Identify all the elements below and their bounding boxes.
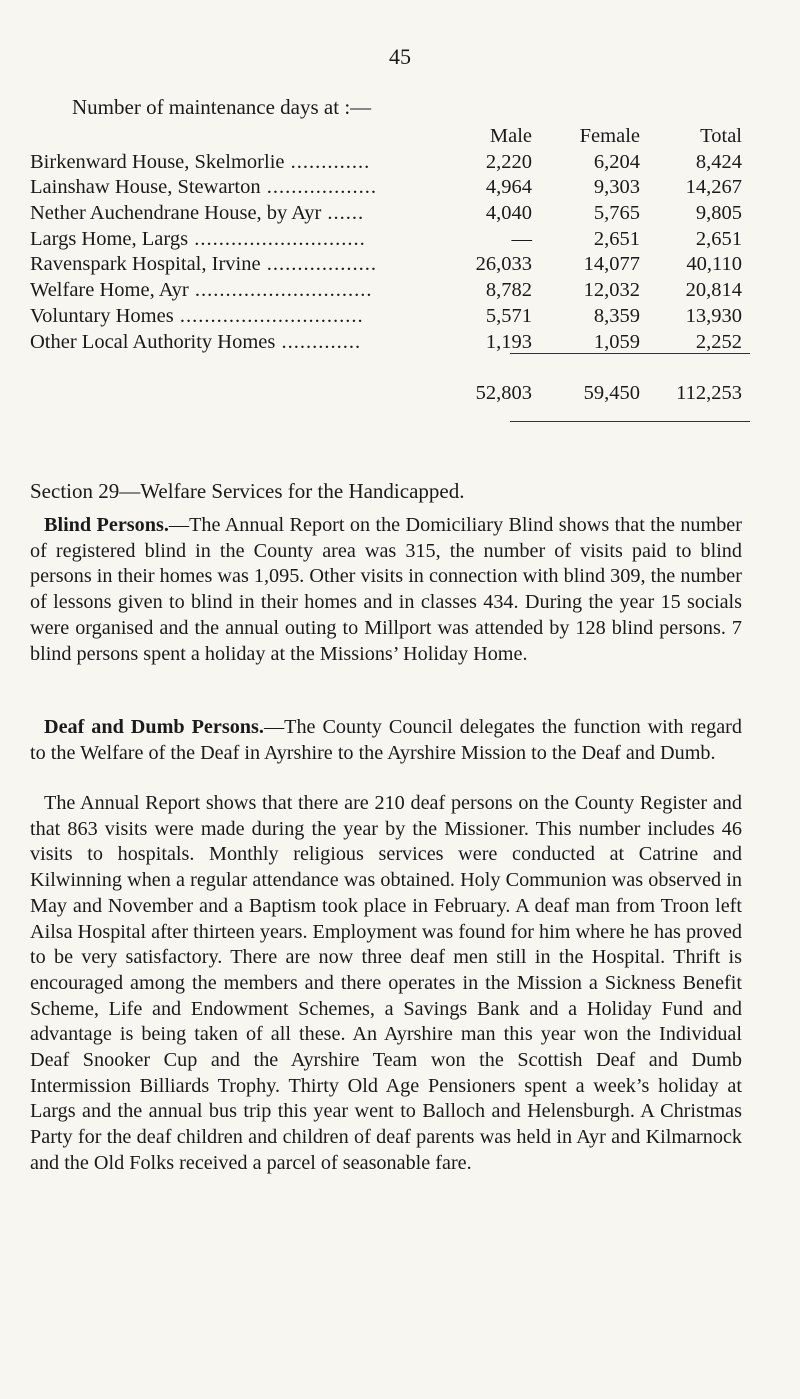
deaf-persons-lead: Deaf and Dumb Persons. (44, 716, 264, 738)
female-value: 12,032 (583, 279, 640, 302)
table-row (30, 304, 742, 330)
female-value: 6,204 (593, 150, 640, 173)
female-value: 1,059 (593, 330, 640, 353)
place-name: Largs Home, Largs (30, 227, 189, 250)
totals-row (30, 382, 742, 408)
blind-persons-lead: Blind Persons. (44, 514, 169, 536)
total-value: 20,814 (685, 279, 742, 302)
header-male: Male (489, 125, 532, 147)
header-total: Total (700, 125, 742, 147)
male-value: 4,964 (485, 176, 532, 199)
male-value: — (511, 227, 532, 250)
total-value: 40,110 (686, 253, 742, 276)
leader-dots: .............................. (173, 304, 364, 327)
section-heading: Section 29—Welfare Services for the Handicapped. (30, 479, 465, 503)
maintenance-intro: Number of maintenance days at :— (72, 95, 372, 119)
place-name: Lainshaw House, Stewarton (30, 176, 261, 199)
table-row (30, 252, 742, 278)
page-number: 45 (389, 44, 411, 69)
male-value: 1,193 (485, 330, 532, 353)
total-value: 14,267 (685, 176, 742, 199)
maintenance-table (30, 124, 742, 355)
deaf-persons-paragraph (30, 715, 742, 766)
totals-rule-bottom (510, 421, 750, 422)
total-value: 2,252 (695, 330, 742, 353)
male-value: 8,782 (485, 279, 532, 302)
total-value: 9,805 (695, 202, 742, 225)
row-label (30, 304, 510, 330)
total-value: 8,424 (695, 150, 742, 173)
total-female: 59,450 (583, 382, 640, 404)
leader-dots: .................. (260, 253, 377, 276)
male-value: 4,040 (485, 202, 532, 225)
female-value: 2,651 (593, 227, 640, 250)
row-label (30, 150, 510, 176)
male-value: 5,571 (485, 304, 532, 327)
place-name: Welfare Home, Ayr (30, 279, 189, 302)
leader-dots: ...... (321, 202, 365, 225)
grand-total: 112,253 (676, 382, 742, 404)
place-name: Birkenward House, Skelmorlie (30, 150, 285, 173)
table-header-row (30, 124, 742, 150)
deaf-persons-text: —The County Council delegates the function with regard to the Welfare of the Deaf in Ayrshire to the Ayrshire Mission to the Deaf and Dumb. (30, 716, 742, 764)
table-row (30, 175, 742, 201)
female-value: 9,303 (593, 176, 640, 199)
table-row (30, 278, 742, 304)
totals-rule-top (510, 353, 750, 354)
row-label (30, 330, 510, 356)
blind-persons-text: —The Annual Report on the Domiciliary Blind shows that the number of registered blind in the County area was 315, the number of visits paid to blind persons in their homes was 1,095. Other visits in connection with blind 309, the number of lessons given to blind in their homes and in classes 434. During the year 15 socials were organised and the annual outing to Millport was attended by 128 blind persons. 7 blind persons spent a holiday at the Missions’ Holiday Home. (30, 514, 742, 665)
table-row (30, 201, 742, 227)
female-value: 8,359 (593, 304, 640, 327)
table-row (30, 330, 742, 356)
blind-persons-paragraph (30, 513, 742, 667)
place-name: Nether Auchendrane House, by Ayr (30, 202, 322, 225)
female-value: 5,765 (593, 202, 640, 225)
female-value: 14,077 (583, 253, 640, 276)
male-value: 26,033 (475, 253, 532, 276)
leader-dots: ............. (284, 150, 371, 173)
row-label (30, 175, 510, 201)
leader-dots: ............................ (188, 227, 366, 250)
annual-report-paragraph: The Annual Report shows that there are 210 deaf persons on the County Register and that 863 visits were made during the year by the Missioner. This number includes 46 visits to hospitals. Monthly religious services were conducted at Catrine and Kilwinning when a regular attendance was obtained. Holy Communion was observed in May and November and a Baptism took place in February. A deaf man from Troon left Ailsa Hospital after thirteen years. Employment was found for him where he has proved to be very satisfactory. There are now three deaf men still in the Hospital. Thrift is encouraged among the members and there operates in the Mission a Sickness Benefit Scheme, Life and Endowment Schemes, a Savings Bank and a Holiday Fund and advantage is being taken of all these. An Ayrshire man this year won the Individual Deaf Snooker Cup and the Ayrshire Team won the Scottish Deaf and Dumb Intermission Billiards Trophy. Thirty Old Age Pensioners spent a week’s holiday at Largs and the annual bus trip this year went to Balloch and Helensburgh. A Christmas Party for the deaf children and children of deaf parents was held in Ayr and Kilmarnock and the Old Folks received a parcel of seasonable fare. (30, 792, 742, 1174)
header-female: Female (579, 125, 640, 147)
row-label (30, 252, 510, 278)
leader-dots: ............. (275, 330, 362, 353)
row-label (30, 278, 510, 304)
total-male: 52,803 (475, 382, 532, 404)
table-row (30, 227, 742, 253)
row-label (30, 227, 510, 253)
place-name: Other Local Authority Homes (30, 330, 276, 353)
leader-dots: ............................. (188, 279, 373, 302)
leader-dots: .................. (260, 176, 377, 199)
place-name: Voluntary Homes (30, 304, 174, 327)
table-row (30, 150, 742, 176)
place-name: Ravenspark Hospital, Irvine (30, 253, 261, 276)
total-value: 13,930 (685, 304, 742, 327)
total-value: 2,651 (695, 227, 742, 250)
row-label (30, 201, 510, 227)
male-value: 2,220 (485, 150, 532, 173)
